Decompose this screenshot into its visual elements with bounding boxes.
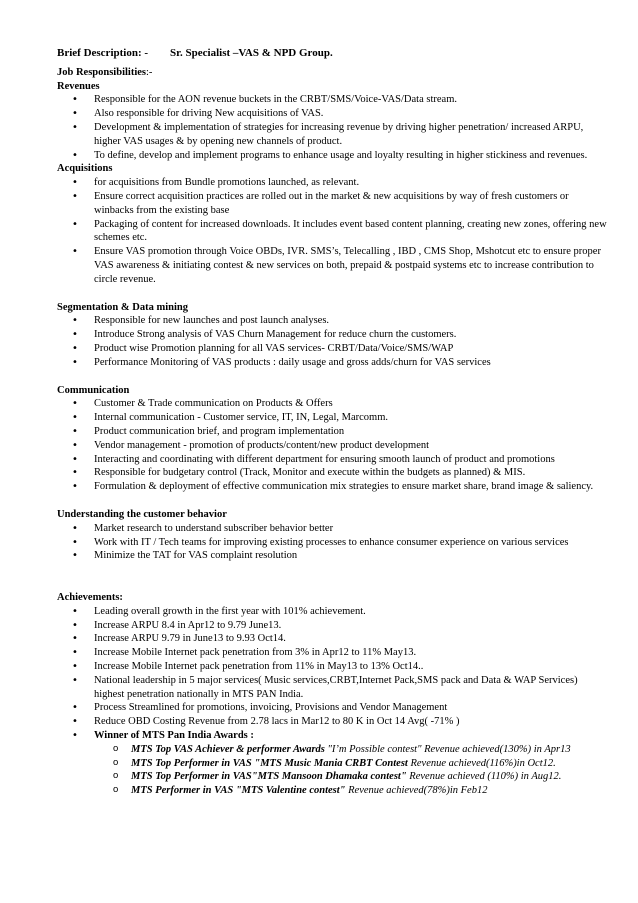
award-title: MTS Top VAS Achiever & performer Awards [131,743,325,755]
list-item: • Increase Mobile Internet pack penetration from 11% in May13 to 13% Oct14.. [57,660,609,674]
acquisitions-list [57,176,609,286]
list-item: • Increase Mobile Internet pack penetration from 3% in Apr12 to 11% May13. [57,646,609,660]
list-item: • Customer & Trade communication on Products & Offers [57,397,609,411]
brief-label: Brief Description: - [57,47,149,59]
list-item: • Product communication brief, and program implementation [57,425,609,439]
brief-value: Sr. Specialist –VAS & NPD Group. [170,47,333,59]
section-heading-achievements: Achievements: [57,592,123,604]
list-item: • Increase ARPU 8.4 in Apr12 to 9.79 June13. [57,619,609,633]
award-item [94,784,609,798]
section-heading-customer-behavior: Understanding the customer behavior [57,508,227,520]
list-item: • Leading overall growth in the first year with 101% achievement. [57,605,609,619]
list-item: • Introduce Strong analysis of VAS Churn Management for reduce churn the customers. [57,328,609,342]
award-title: MTS Top Performer in VAS "MTS Music Mania CRBT Contest [131,757,408,769]
list-item: • Packaging of content for increased downloads. It includes event based content planning, creating new zones, offering new schemes etc. [57,218,609,246]
section-heading-segmentation: Segmentation & Data mining [57,301,188,313]
award-item [94,743,609,757]
list-item: • Responsible for budgetary control (Track, Monitor and execute within the budgets as planned) & MIS. [57,466,609,480]
list-item: • Interacting and coordinating with different department for ensuring smooth launch of product and promotions [57,453,609,467]
list-item: • Also responsible for driving New acquisitions of VAS. [57,107,609,121]
award-title: MTS Performer in VAS "MTS Valentine contest" [131,785,346,797]
brief-description [57,47,609,61]
list-item: • Ensure VAS promotion through Voice OBDs, IVR. SMS’s, Telecalling , IBD , CMS Shop, Mshotcut etc to ensure proper VAS awareness & initiating contest & new services on both, prepaid & postpaid systems etc to increase contribution to circle revenue. [57,245,609,286]
list-item: • Vendor management - promotion of products/content/new product development [57,439,609,453]
award-item [94,757,609,771]
list-item: • for acquisitions from Bundle promotions launched, as relevant. [57,176,609,190]
customer-behavior-list [57,522,609,563]
list-item: • Work with IT / Tech teams for improving existing processes to enhance consumer experience on various services [57,536,609,550]
communication-list [57,397,609,494]
award-detail: Revenue achieved(116%)in Oct12. [407,757,556,769]
list-item: • Product wise Promotion planning for all VAS services- CRBT/Data/Voice/SMS/WAP [57,342,609,356]
section-heading-acquisitions: Acquisitions [57,163,113,175]
document-content [57,47,609,798]
list-item: • Formulation & deployment of effective communication mix strategies to ensure market share, brand image & saliency. [57,480,609,494]
list-item: • Performance Monitoring of VAS products : daily usage and gross adds/churn for VAS services [57,356,609,370]
awards-item [57,729,609,798]
list-item: • Ensure correct acquisition practices are rolled out in the market & new acquisitions by way of fresh customers or winbacks from the existing base [57,190,609,218]
list-item: • To define, develop and implement programs to enhance usage and loyalty resulting in higher stickiness and revenues. [57,149,609,163]
award-detail: Revenue achieved(78%)in Feb12 [345,785,488,797]
list-item: • Minimize the TAT for VAS complaint resolution [57,549,609,563]
list-item: • Responsible for new launches and post launch analyses. [57,314,609,328]
awards-heading: • Winner of MTS Pan India Awards : [94,730,254,742]
award-item [94,770,609,784]
award-detail: Revenue achieved (110%) in Aug12. [406,771,562,783]
list-item: • Development & implementation of strategies for increasing revenue by driving higher penetration/ increased ARPU, higher VAS usages & by opening new channels of product. [57,121,609,149]
segmentation-list [57,314,609,369]
list-item: • Market research to understand subscriber behavior better [57,522,609,536]
award-detail: "I’m Possible contest" Revenue achieved(130%) in Apr13 [324,743,571,755]
awards-sublist [94,743,609,798]
award-title: MTS Top Performer in VAS"MTS Mansoon Dhamaka contest" [131,771,407,783]
list-item: • National leadership in 5 major services( Music services,CRBT,Internet Pack,SMS pack and Data & WAP Services) highest penetration nationally in MTS PAN India. [57,674,609,702]
section-heading-communication: Communication [57,384,130,396]
job-responsibilities-heading: Job Responsibilities:- [57,66,153,78]
achievements-list [57,605,609,798]
revenues-list [57,93,609,162]
section-heading-revenues: Revenues [57,80,100,92]
list-item: • Responsible for the AON revenue buckets in the CRBT/SMS/Voice-VAS/Data stream. [57,93,609,107]
list-item: • Internal communication - Customer service, IT, IN, Legal, Marcomm. [57,411,609,425]
list-item: • Process Streamlined for promotions, invoicing, Provisions and Vendor Management [57,701,609,715]
list-item: • Reduce OBD Costing Revenue from 2.78 lacs in Mar12 to 80 K in Oct 14 Avg( -71% ) [57,715,609,729]
list-item: • Increase ARPU 9.79 in June13 to 9.93 Oct14. [57,632,609,646]
